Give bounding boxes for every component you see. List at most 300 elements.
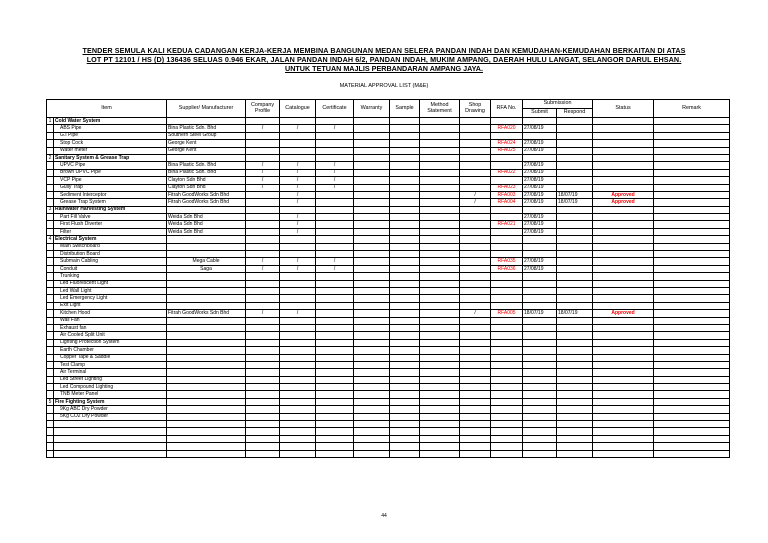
- method-statement-mark: [420, 310, 460, 317]
- supplier-name: [167, 354, 246, 361]
- respond-date: [557, 140, 593, 147]
- rfa-number: [491, 132, 523, 139]
- rfa-number: [491, 302, 523, 309]
- warranty-mark: [354, 295, 390, 302]
- row-number: [47, 406, 54, 413]
- row-number: [47, 199, 54, 206]
- supplier-name: Fitrah GoodWorks Sdn Bhd: [167, 191, 246, 198]
- item-name: Grease Trap System: [54, 199, 167, 206]
- shop-drawing-mark: /: [460, 199, 491, 206]
- section-row: [47, 154, 730, 161]
- rfa-number: RFA024: [491, 140, 523, 147]
- status-badge: Approved: [593, 310, 654, 317]
- catalogue-mark: [280, 236, 316, 243]
- table-row: [47, 332, 730, 339]
- remark-text: [654, 265, 730, 272]
- company-profile-mark: [246, 287, 280, 294]
- rfa-number: RFA005: [491, 310, 523, 317]
- status-badge: [593, 339, 654, 346]
- catalogue-mark: [280, 243, 316, 250]
- shop-drawing-mark: [460, 214, 491, 221]
- certificate-mark: [316, 140, 354, 147]
- method-statement-mark: [420, 273, 460, 280]
- sample-mark: [390, 376, 420, 383]
- supplier-name: [167, 154, 246, 161]
- sample-mark: [390, 339, 420, 346]
- company-profile-mark: [246, 413, 280, 420]
- supplier-name: [167, 413, 246, 420]
- respond-date: [557, 398, 593, 405]
- respond-date: 18/07/19: [557, 191, 593, 198]
- supplier-name: [167, 450, 246, 457]
- respond-date: [557, 280, 593, 287]
- method-statement-mark: [420, 317, 460, 324]
- certificate-mark: [316, 324, 354, 331]
- col-submission: Submission: [523, 100, 593, 109]
- row-number: [47, 228, 54, 235]
- sample-mark: [390, 450, 420, 457]
- submit-date: [523, 384, 557, 391]
- row-number: 2: [47, 154, 54, 161]
- respond-date: [557, 406, 593, 413]
- status-badge: [593, 251, 654, 258]
- rfa-number: [491, 243, 523, 250]
- supplier-name: George Kent: [167, 140, 246, 147]
- submit-date: 27/08/19: [523, 214, 557, 221]
- sample-mark: [390, 384, 420, 391]
- submit-date: [523, 406, 557, 413]
- method-statement-mark: [420, 228, 460, 235]
- submit-date: 27/08/19: [523, 184, 557, 191]
- warranty-mark: [354, 140, 390, 147]
- sample-mark: [390, 302, 420, 309]
- submit-date: 27/08/19: [523, 265, 557, 272]
- catalogue-mark: [280, 428, 316, 435]
- rfa-number: RFA025: [491, 147, 523, 154]
- certificate-mark: [316, 236, 354, 243]
- catalogue-mark: [280, 339, 316, 346]
- warranty-mark: [354, 162, 390, 169]
- warranty-mark: [354, 421, 390, 428]
- company-profile-mark: /: [246, 265, 280, 272]
- status-badge: [593, 317, 654, 324]
- catalogue-mark: /: [280, 221, 316, 228]
- supplier-name: [167, 376, 246, 383]
- supplier-name: [167, 435, 246, 442]
- item-name: Rainwater Harvesting System: [54, 206, 167, 213]
- table-row: [47, 391, 730, 398]
- submit-date: [523, 332, 557, 339]
- respond-date: [557, 384, 593, 391]
- method-statement-mark: [420, 421, 460, 428]
- remark-text: [654, 450, 730, 457]
- status-badge: [593, 154, 654, 161]
- section-row: [47, 398, 730, 405]
- status-badge: [593, 384, 654, 391]
- submit-date: [523, 450, 557, 457]
- company-profile-mark: [246, 154, 280, 161]
- shop-drawing-mark: [460, 369, 491, 376]
- certificate-mark: [316, 228, 354, 235]
- warranty-mark: [354, 184, 390, 191]
- submit-date: [523, 206, 557, 213]
- certificate-mark: [316, 317, 354, 324]
- submit-date: [523, 421, 557, 428]
- item-name: [54, 421, 167, 428]
- status-badge: [593, 214, 654, 221]
- row-number: [47, 310, 54, 317]
- respond-date: [557, 214, 593, 221]
- section-row: [47, 206, 730, 213]
- respond-date: [557, 421, 593, 428]
- sample-mark: [390, 221, 420, 228]
- item-name: Stop Cock: [54, 140, 167, 147]
- warranty-mark: [354, 302, 390, 309]
- method-statement-mark: [420, 295, 460, 302]
- respond-date: [557, 391, 593, 398]
- certificate-mark: [316, 428, 354, 435]
- supplier-name: [167, 243, 246, 250]
- catalogue-mark: /: [280, 310, 316, 317]
- supplier-name: George Kent: [167, 147, 246, 154]
- catalogue-mark: [280, 361, 316, 368]
- rfa-number: [491, 280, 523, 287]
- item-name: Led Emergency Light: [54, 295, 167, 302]
- table-row: [47, 361, 730, 368]
- shop-drawing-mark: [460, 339, 491, 346]
- company-profile-mark: [246, 384, 280, 391]
- respond-date: [557, 347, 593, 354]
- row-number: [47, 317, 54, 324]
- shop-drawing-mark: [460, 398, 491, 405]
- company-profile-mark: [246, 273, 280, 280]
- shop-drawing-mark: [460, 154, 491, 161]
- catalogue-mark: [280, 435, 316, 442]
- rfa-number: RFA020: [491, 125, 523, 132]
- rfa-number: RFA022: [491, 169, 523, 176]
- warranty-mark: [354, 243, 390, 250]
- respond-date: [557, 154, 593, 161]
- company-profile-mark: /: [246, 162, 280, 169]
- status-badge: Approved: [593, 191, 654, 198]
- company-profile-mark: [246, 324, 280, 331]
- supplier-name: [167, 118, 246, 125]
- certificate-mark: /: [316, 265, 354, 272]
- table-row: [47, 369, 730, 376]
- remark-text: [654, 369, 730, 376]
- certificate-mark: [316, 280, 354, 287]
- warranty-mark: [354, 169, 390, 176]
- row-number: [47, 214, 54, 221]
- warranty-mark: [354, 406, 390, 413]
- remark-text: [654, 347, 730, 354]
- row-number: [47, 332, 54, 339]
- company-profile-mark: [246, 428, 280, 435]
- remark-text: [654, 324, 730, 331]
- company-profile-mark: [246, 317, 280, 324]
- submit-date: [523, 369, 557, 376]
- rfa-number: [491, 347, 523, 354]
- submit-date: [523, 324, 557, 331]
- title-line-2: LOT PT 12101 / HS (D) 136436 SELUAS 0.946 EKAR, JALAN PANDAN INDAH 6/2, PANDAN INDAH, MUKIM AMPANG, DAERAH HULU LANGAT, SELANGOR DARUL EHSAN.: [86, 55, 682, 64]
- warranty-mark: [354, 347, 390, 354]
- submit-date: [523, 413, 557, 420]
- remark-text: [654, 273, 730, 280]
- supplier-name: Bina Plastic Sdn. Bhd: [167, 169, 246, 176]
- certificate-mark: [316, 132, 354, 139]
- shop-drawing-mark: [460, 243, 491, 250]
- submit-date: [523, 376, 557, 383]
- row-number: [47, 428, 54, 435]
- sample-mark: [390, 369, 420, 376]
- submit-date: 27/08/19: [523, 258, 557, 265]
- respond-date: [557, 118, 593, 125]
- item-name: Exit Light: [54, 302, 167, 309]
- row-number: [47, 391, 54, 398]
- supplier-name: Clayton Sdn Bhd: [167, 184, 246, 191]
- catalogue-mark: /: [280, 125, 316, 132]
- certificate-mark: [316, 443, 354, 450]
- status-badge: [593, 295, 654, 302]
- shop-drawing-mark: [460, 258, 491, 265]
- method-statement-mark: [420, 339, 460, 346]
- certificate-mark: [316, 206, 354, 213]
- sample-mark: [390, 206, 420, 213]
- warranty-mark: [354, 251, 390, 258]
- sample-mark: [390, 428, 420, 435]
- respond-date: [557, 184, 593, 191]
- supplier-name: Bina Plastic Sdn. Bhd: [167, 162, 246, 169]
- title-line-1: TENDER SEMULA KALI KEDUA CADANGAN KERJA-KERJA MEMBINA BANGUNAN MEDAN SELERA PANDAN INDAH DAN KEMUDAHAN-KEMUDAHAN BERKAITAN DI ATAS: [82, 46, 686, 55]
- method-statement-mark: [420, 125, 460, 132]
- submit-date: 18/07/19: [523, 310, 557, 317]
- submit-date: [523, 347, 557, 354]
- certificate-mark: [316, 421, 354, 428]
- shop-drawing-mark: [460, 169, 491, 176]
- respond-date: [557, 228, 593, 235]
- row-number: [47, 450, 54, 457]
- item-name: Led Fluorescent Light: [54, 280, 167, 287]
- submit-date: [523, 295, 557, 302]
- shop-drawing-mark: [460, 332, 491, 339]
- company-profile-mark: /: [246, 184, 280, 191]
- sample-mark: [390, 406, 420, 413]
- col-status: Status: [593, 100, 654, 118]
- sample-mark: [390, 354, 420, 361]
- catalogue-mark: [280, 206, 316, 213]
- supplier-name: [167, 206, 246, 213]
- rfa-number: RFA004: [491, 199, 523, 206]
- warranty-mark: [354, 118, 390, 125]
- respond-date: [557, 265, 593, 272]
- item-name: Sanitary System & Grease Trap: [54, 154, 167, 161]
- certificate-mark: /: [316, 184, 354, 191]
- respond-date: [557, 132, 593, 139]
- remark-text: [654, 140, 730, 147]
- sample-mark: [390, 317, 420, 324]
- certificate-mark: [316, 376, 354, 383]
- item-name: Wall Fan: [54, 317, 167, 324]
- shop-drawing-mark: [460, 302, 491, 309]
- shop-drawing-mark: [460, 280, 491, 287]
- status-badge: [593, 435, 654, 442]
- item-name: First Flush Diverter: [54, 221, 167, 228]
- row-number: [47, 125, 54, 132]
- respond-date: [557, 177, 593, 184]
- item-name: Air Cooled Split Unit: [54, 332, 167, 339]
- company-profile-mark: [246, 191, 280, 198]
- rfa-number: RFA023: [491, 184, 523, 191]
- shop-drawing-mark: [460, 421, 491, 428]
- status-badge: [593, 162, 654, 169]
- row-number: [47, 435, 54, 442]
- row-number: [47, 162, 54, 169]
- certificate-mark: [316, 354, 354, 361]
- method-statement-mark: [420, 369, 460, 376]
- table-row: [47, 310, 730, 317]
- certificate-mark: [316, 199, 354, 206]
- submit-date: 27/08/19: [523, 140, 557, 147]
- item-name: Conduit: [54, 265, 167, 272]
- item-name: Copper Tape & Saddle: [54, 354, 167, 361]
- submit-date: 27/08/19: [523, 177, 557, 184]
- table-row: [47, 147, 730, 154]
- supplier-name: Fitrah GoodWorks Sdn Bhd: [167, 199, 246, 206]
- table-row: [47, 317, 730, 324]
- respond-date: [557, 339, 593, 346]
- remark-text: [654, 398, 730, 405]
- rfa-number: [491, 118, 523, 125]
- method-statement-mark: [420, 221, 460, 228]
- method-statement-mark: [420, 406, 460, 413]
- table-row: [47, 140, 730, 147]
- status-badge: [593, 280, 654, 287]
- certificate-mark: [316, 147, 354, 154]
- status-badge: [593, 221, 654, 228]
- catalogue-mark: /: [280, 265, 316, 272]
- supplier-name: Weida Sdn Bhd: [167, 214, 246, 221]
- col-catalogue: Catalogue: [280, 100, 316, 118]
- shop-drawing-mark: [460, 428, 491, 435]
- col-submit: Submit: [523, 109, 557, 118]
- item-name: [54, 435, 167, 442]
- row-number: [47, 295, 54, 302]
- method-statement-mark: [420, 376, 460, 383]
- table-row: [47, 273, 730, 280]
- warranty-mark: [354, 265, 390, 272]
- remark-text: [654, 287, 730, 294]
- method-statement-mark: [420, 258, 460, 265]
- status-badge: [593, 184, 654, 191]
- remark-text: [654, 361, 730, 368]
- submit-date: [523, 302, 557, 309]
- section-row: [47, 118, 730, 125]
- row-number: [47, 147, 54, 154]
- table-row: [47, 251, 730, 258]
- table-row: [47, 450, 730, 457]
- respond-date: [557, 443, 593, 450]
- shop-drawing-mark: [460, 206, 491, 213]
- method-statement-mark: [420, 206, 460, 213]
- method-statement-mark: [420, 265, 460, 272]
- table-body: [47, 118, 730, 458]
- remark-text: [654, 169, 730, 176]
- rfa-number: RFA036: [491, 265, 523, 272]
- method-statement-mark: [420, 243, 460, 250]
- col-certificate: Certificate: [316, 100, 354, 118]
- rfa-number: [491, 287, 523, 294]
- method-statement-mark: [420, 332, 460, 339]
- method-statement-mark: [420, 443, 460, 450]
- item-name: Submain Cabling: [54, 258, 167, 265]
- table-row: [47, 258, 730, 265]
- status-badge: [593, 376, 654, 383]
- catalogue-mark: [280, 384, 316, 391]
- status-badge: Approved: [593, 199, 654, 206]
- row-number: 4: [47, 236, 54, 243]
- method-statement-mark: [420, 251, 460, 258]
- warranty-mark: [354, 391, 390, 398]
- table-row: [47, 302, 730, 309]
- respond-date: [557, 450, 593, 457]
- remark-text: [654, 162, 730, 169]
- sample-mark: [390, 280, 420, 287]
- item-name: Cold Water System: [54, 118, 167, 125]
- warranty-mark: [354, 280, 390, 287]
- rfa-number: [491, 361, 523, 368]
- respond-date: 18/07/19: [557, 199, 593, 206]
- table-row: [47, 384, 730, 391]
- company-profile-mark: /: [246, 169, 280, 176]
- supplier-name: [167, 324, 246, 331]
- shop-drawing-mark: [460, 236, 491, 243]
- method-statement-mark: [420, 236, 460, 243]
- row-number: [47, 251, 54, 258]
- rfa-number: [491, 324, 523, 331]
- table-row: [47, 184, 730, 191]
- catalogue-mark: /: [280, 199, 316, 206]
- remark-text: [654, 191, 730, 198]
- catalogue-mark: [280, 450, 316, 457]
- method-statement-mark: [420, 428, 460, 435]
- shop-drawing-mark: [460, 413, 491, 420]
- row-number: [47, 191, 54, 198]
- company-profile-mark: [246, 347, 280, 354]
- table-row: [47, 324, 730, 331]
- remark-text: [654, 243, 730, 250]
- rfa-number: [491, 435, 523, 442]
- sample-mark: [390, 177, 420, 184]
- submit-date: 27/08/19: [523, 199, 557, 206]
- sample-mark: [390, 132, 420, 139]
- rfa-number: [491, 214, 523, 221]
- status-badge: [593, 406, 654, 413]
- shop-drawing-mark: /: [460, 191, 491, 198]
- certificate-mark: [316, 118, 354, 125]
- remark-text: [654, 184, 730, 191]
- table-row: [47, 280, 730, 287]
- item-name: 9Kg ABC Dry Powder: [54, 406, 167, 413]
- catalogue-mark: [280, 140, 316, 147]
- sample-mark: [390, 361, 420, 368]
- shop-drawing-mark: [460, 384, 491, 391]
- shop-drawing-mark: [460, 251, 491, 258]
- rfa-number: [491, 391, 523, 398]
- certificate-mark: [316, 406, 354, 413]
- row-number: [47, 177, 54, 184]
- company-profile-mark: [246, 199, 280, 206]
- certificate-mark: [316, 191, 354, 198]
